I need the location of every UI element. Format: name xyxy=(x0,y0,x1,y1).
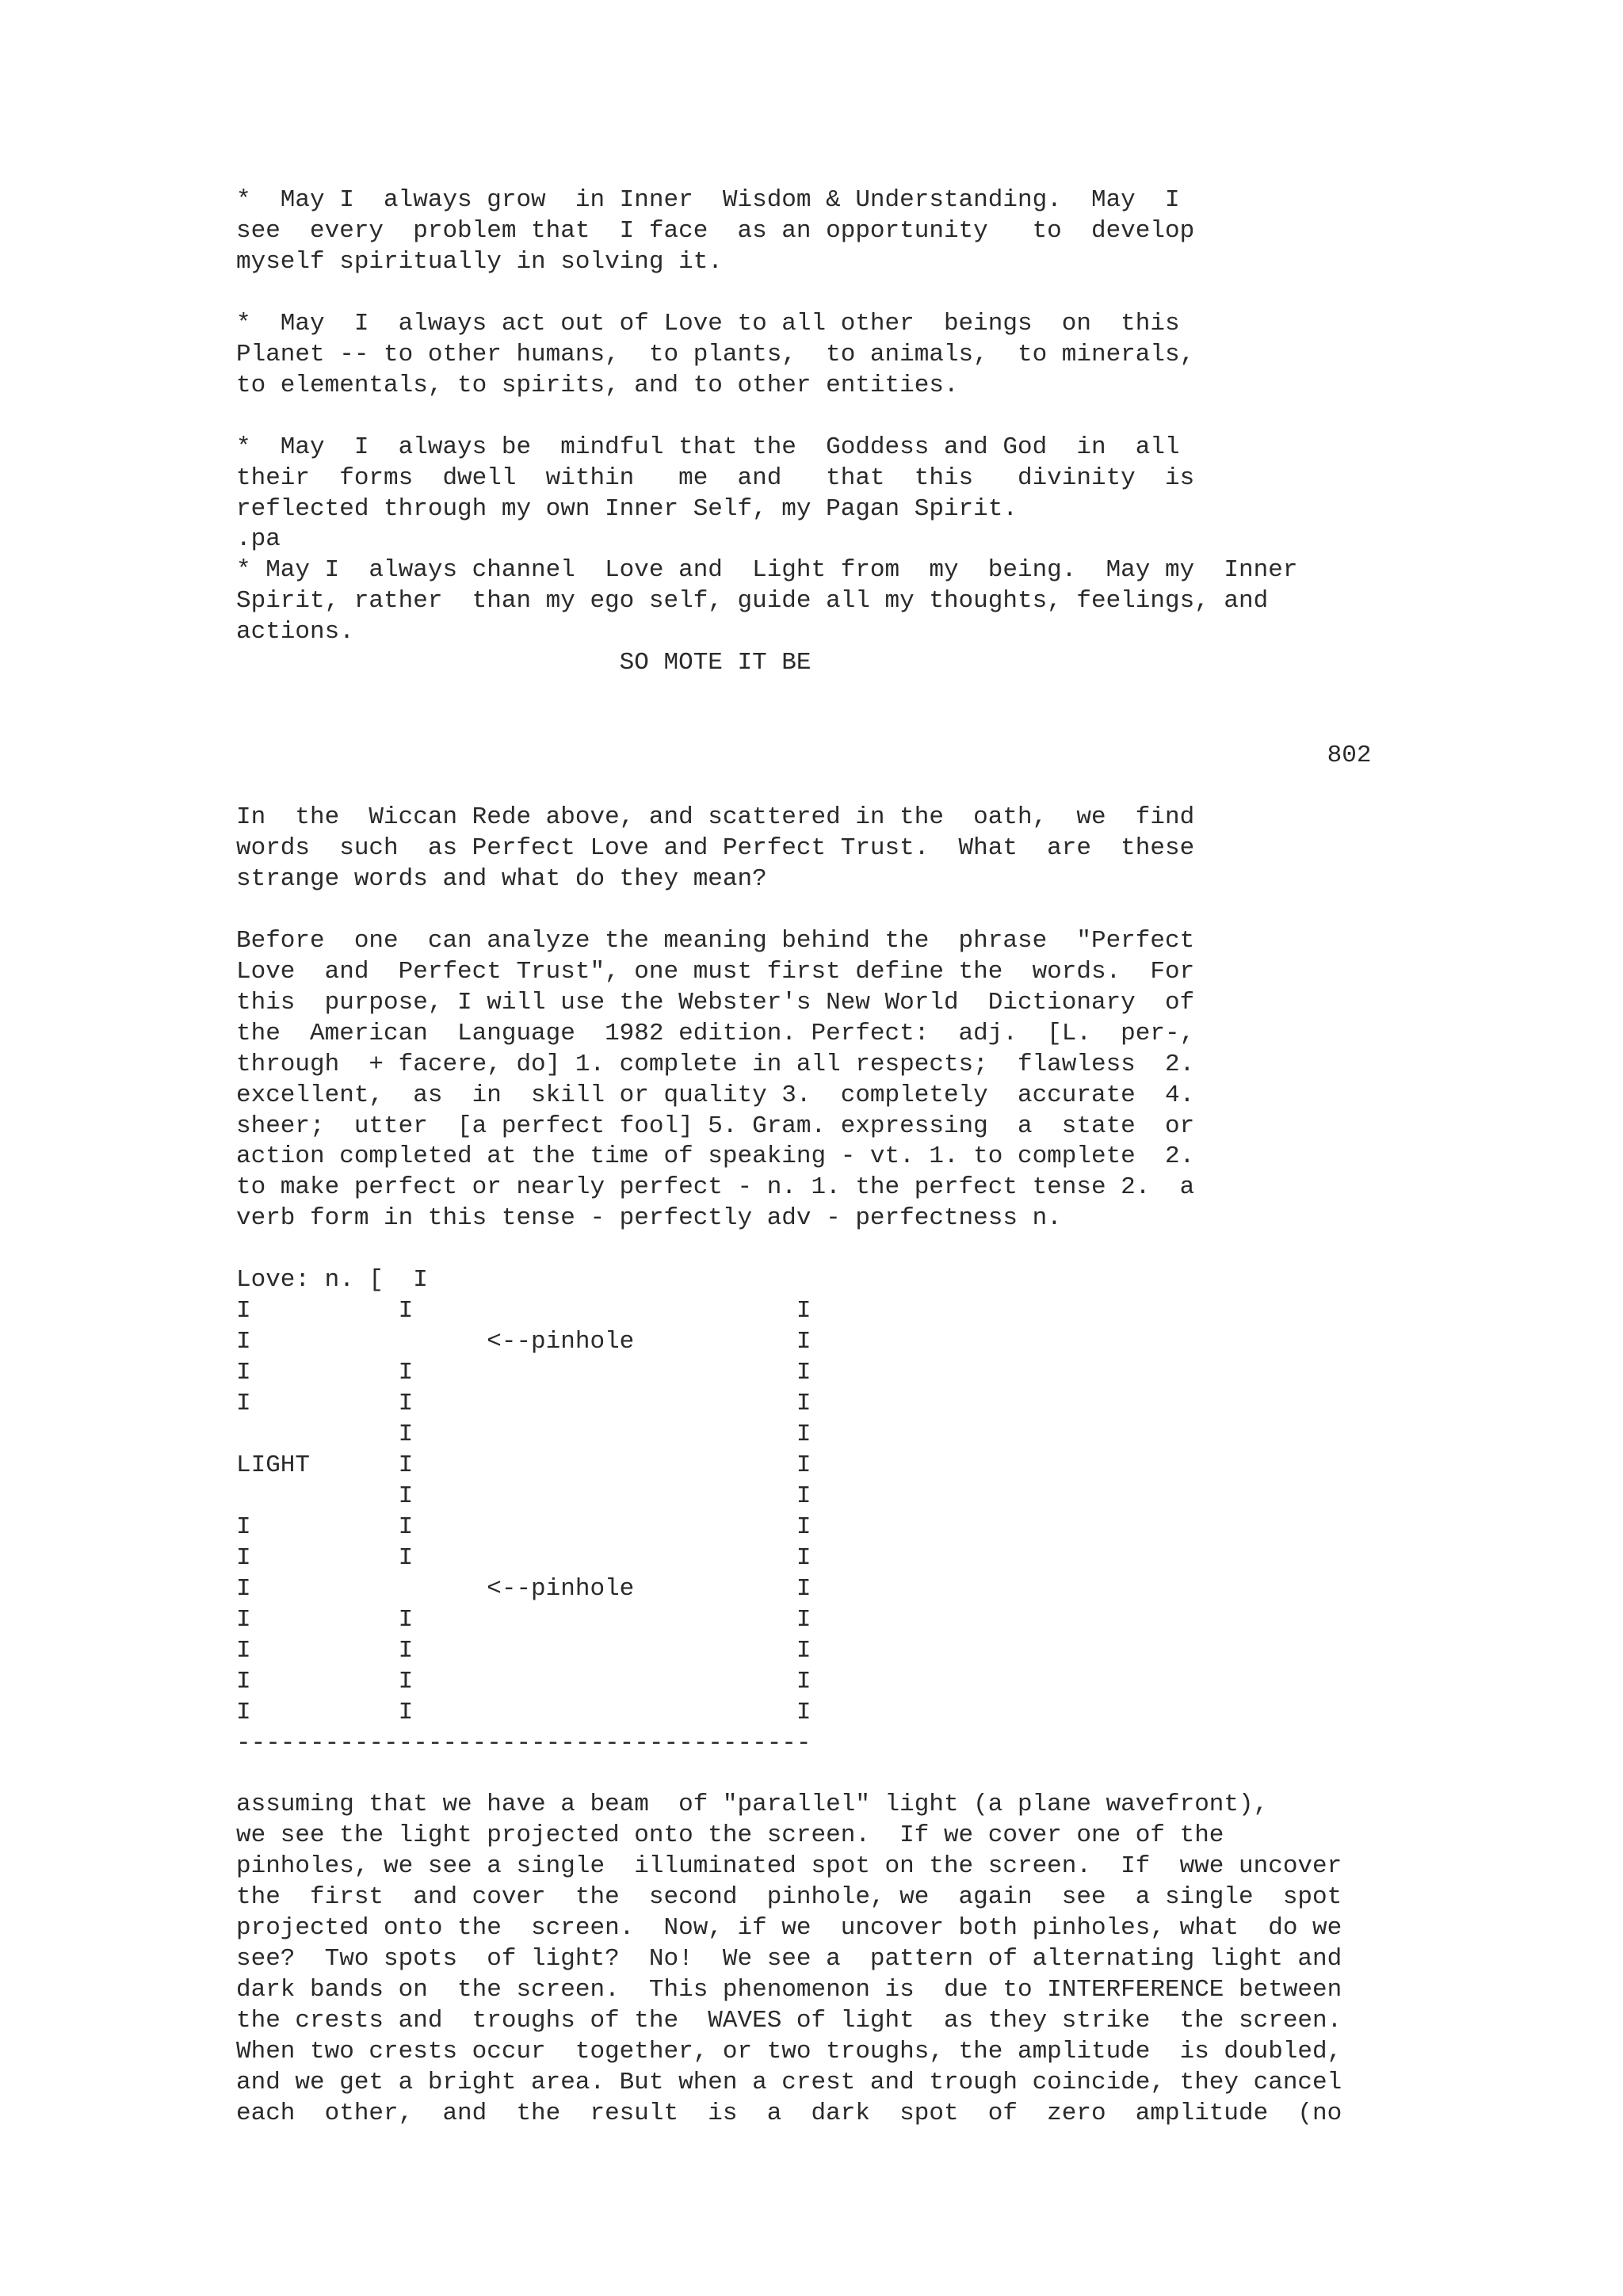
text-line: I I I xyxy=(236,1390,812,1418)
text-line: * May I always be mindful that the Goddess and God in all xyxy=(236,433,1180,461)
text-line: see every problem that I face as an opportunity to develop xyxy=(236,216,1195,245)
text-line: excellent, as in skill or quality 3. completely accurate 4. xyxy=(236,1081,1195,1109)
text-line: In the Wiccan Rede above, and scattered in the oath, we find xyxy=(236,803,1195,831)
text-line: I I I xyxy=(236,1605,812,1634)
text-line: the crests and troughs of the WAVES of light as they strike the screen. xyxy=(236,2007,1342,2035)
text-line: the American Language 1982 edition. Perfect: adj. [L. per-, xyxy=(236,1019,1195,1047)
text-line: I I I xyxy=(236,1512,812,1541)
text-line: I I I xyxy=(236,1297,812,1325)
text-line: When two crests occur together, or two troughs, the amplitude is doubled, xyxy=(236,2038,1342,2065)
text-line: through + facere, do] 1. complete in all respects; flawless 2. xyxy=(236,1050,1195,1078)
text-line: actions. xyxy=(236,618,354,646)
text-line: this purpose, I will use the Webster's New World Dictionary of xyxy=(236,988,1195,1016)
text-line: * May I always act out of Love to all other beings on this xyxy=(236,309,1180,338)
text-line: action completed at the time of speaking - vt. 1. to complete 2. xyxy=(236,1142,1195,1171)
text-line: Planet -- to other humans, to plants, to animals, to minerals, xyxy=(236,340,1195,368)
text-line: 802 xyxy=(236,742,1372,770)
text-line: I <--pinhole I xyxy=(236,1574,812,1603)
text-line: the first and cover the second pinhole, we again see a single spot xyxy=(236,1883,1342,1912)
text-line: I I I xyxy=(236,1636,812,1665)
text-line: assuming that we have a beam of "parallel" light (a plane wavefront), xyxy=(236,1791,1269,1819)
text-line: to make perfect or nearly perfect - n. 1. the perfect tense 2. a xyxy=(236,1173,1195,1202)
text-line: sheer; utter [a perfect fool] 5. Gram. expressing a state or xyxy=(236,1112,1195,1140)
text-line: to elementals, to spirits, and to other entities. xyxy=(236,371,959,399)
text-line: words such as Perfect Love and Perfect Trust. What are these xyxy=(236,833,1195,862)
text-line: Spirit, rather than my ego self, guide all my thoughts, feelings, and xyxy=(236,587,1269,616)
text-line: I I I xyxy=(236,1543,812,1572)
text-line: each other, and the result is a dark spot of zero amplitude (no xyxy=(236,2099,1342,2127)
text-line: * May I always channel Love and Light from my being. May my Inner xyxy=(236,556,1298,585)
text-line: --------------------------------------- xyxy=(236,1729,812,1757)
text-line: verb form in this tense - perfectly adv - perfectness n. xyxy=(236,1204,1062,1233)
text-line: I <--pinhole I xyxy=(236,1328,812,1356)
text-line: I I I xyxy=(236,1698,812,1726)
text-line: their forms dwell within me and that this divinity is xyxy=(236,463,1195,492)
text-line: dark bands on the screen. This phenomenon is due to INTERFERENCE between xyxy=(236,1976,1342,2004)
text-line: * May I always grow in Inner Wisdom & Understanding. May I xyxy=(236,186,1180,214)
text-line: myself spiritually in solving it. xyxy=(236,247,723,276)
text-line: Love: n. [ I xyxy=(236,1266,428,1295)
text-line: pinholes, we see a single illuminated spot on the screen. If wwe uncover xyxy=(236,1852,1342,1881)
text-line: see? Two spots of light? No! We see a pattern of alternating light and xyxy=(236,1945,1342,1974)
text-line: SO MOTE IT BE xyxy=(236,649,812,677)
text-line: I I I xyxy=(236,1359,812,1387)
text-line: we see the light projected onto the screen. If we cover one of the xyxy=(236,1821,1224,1850)
text-line: strange words and what do they mean? xyxy=(236,864,767,893)
text-line: LIGHT I I xyxy=(236,1451,812,1479)
text-line: projected onto the screen. Now, if we uncover both pinholes, what do we xyxy=(236,1914,1342,1943)
text-line: reflected through my own Inner Self, my Pagan Spirit. xyxy=(236,494,1018,523)
text-line: Love and Perfect Trust", one must first define the words. For xyxy=(236,957,1195,986)
text-line: .pa xyxy=(236,525,281,554)
text-line: and we get a bright area. But when a crest and trough coincide, they cancel xyxy=(236,2068,1342,2096)
text-line: I I I xyxy=(236,1667,812,1695)
text-line: Before one can analyze the meaning behind the phrase "Perfect xyxy=(236,926,1195,955)
text-line: I I xyxy=(236,1421,812,1448)
text-line: I I xyxy=(236,1482,812,1510)
